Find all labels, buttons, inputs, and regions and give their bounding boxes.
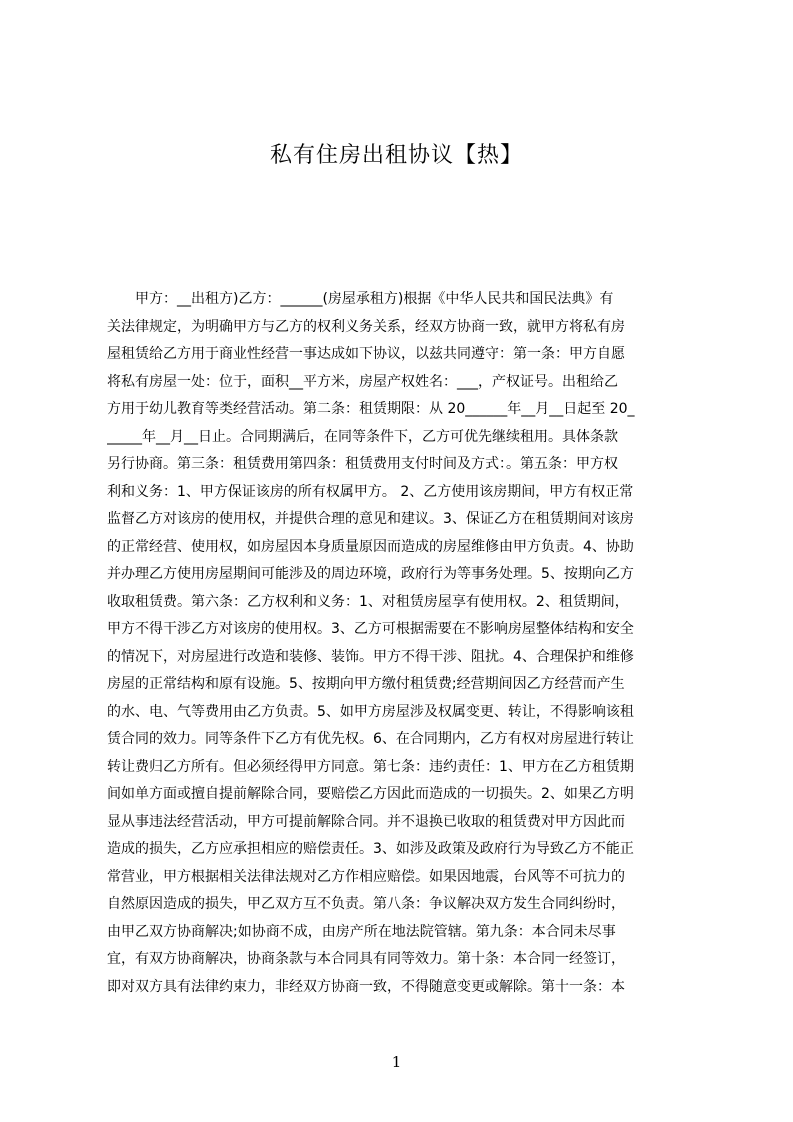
text-line: 自然原因造成的损失，甲乙双方互不负责。第八条：争议解决双方发生合同纠纷时， <box>107 896 625 912</box>
text-line: 的水、电、气等费用由乙方负责。5、如甲方房屋涉及权属变更、转让，不得影响该租 <box>107 703 634 720</box>
text-line: 另行协商。第三条：租赁费用第四条：租赁费用支付时间及方式：。第五条：甲方权 <box>107 456 618 472</box>
page-title: 私有住房出租协议【热】 <box>269 143 523 168</box>
text-line: 赁合同的效力。同等条件下乙方有优先权。6、在合同期内，乙方有权对房屋进行转让 <box>107 731 634 747</box>
text-line: 甲方：__出租方)乙方：______(房屋承租方)根据《中华人民共和国民法典》有 <box>107 291 614 307</box>
text-line: 将私有房屋一处：位于，面积__平方米，房屋产权姓名：___，产权证号。出租给乙 <box>107 373 618 390</box>
text-line: 由甲乙双方协商解决;如协商不成，由房产所在地法院管辖。第九条：本合同未尽事 <box>107 923 616 940</box>
text-line: 关法律规定，为明确甲方与乙方的权利义务关系，经双方协商一致，就甲方将私有房 <box>107 318 625 335</box>
text-line: 转让费归乙方所有。但必须经得甲方同意。第七条：违约责任：1、甲方在乙方租赁期 <box>107 758 634 775</box>
text-line: 收取租赁费。第六条：乙方权利和义务：1、对租赁房屋享有使用权。2、租赁期间， <box>107 593 629 610</box>
text-line: 常营业，甲方根据相关法律法规对乙方作相应赔偿。如果因地震，台风等不可抗力的 <box>107 868 625 885</box>
text-line: 的正常经营、使用权，如房屋因本身质量原因而造成的房屋维修由甲方负责。4、协助 <box>107 538 634 555</box>
text-line: 造成的损失，乙方应承担相应的赔偿责任。3、如涉及政策及政府行为导致乙方不能正 <box>107 841 634 857</box>
text-line: 的情况下，对房屋进行改造和装修、装饰。甲方不得干涉、阻扰。4、合理保护和维修 <box>107 648 634 665</box>
text-line: 并办理乙方使用房屋期间可能涉及的周边环境，政府行为等事务处理。5、按期向乙方 <box>107 566 634 582</box>
page-number: 1 <box>391 1053 402 1071</box>
text-line: 监督乙方对该房的使用权，并提供合理的意见和建议。3、保证乙方在租赁期间对该房 <box>107 511 634 527</box>
text-line: _____年__月__日止。合同期满后，在同等条件下，乙方可优先继续租用。具体条款 <box>107 428 618 445</box>
text-line: 方用于幼儿教育等类经营活动。第二条：租赁期限：从 20______年__月__日起至 20_ <box>107 401 635 417</box>
text-line: 间如单方面或擅自提前解除合同，要赔偿乙方因此而造成的一切损失。2、如果乙方明 <box>107 786 634 802</box>
text-line: 屋租赁给乙方用于商业性经营一事达成如下协议，以兹共同遵守：第一条：甲方自愿 <box>107 346 625 362</box>
text-line: 房屋的正常结构和原有设施。5、按期向甲方缴付租赁费;经营期间因乙方经营而产生 <box>107 676 625 692</box>
body-text <box>107 286 698 1000</box>
text-line: 即对双方具有法律约束力，非经双方协商一致，不得随意变更或解除。第十一条：本 <box>107 978 625 995</box>
text-line: 宜，有双方协商解决，协商条款与本合同具有同等效力。第十条：本合同一经签订， <box>107 951 625 967</box>
text-line: 显从事违法经营活动，甲方可提前解除合同。并不退换已收取的租赁费对甲方因此而 <box>107 813 625 830</box>
text-line: 利和义务：1、甲方保证该房的所有权属甲方。 2、乙方使用该房期间，甲方有权正常 <box>107 483 634 500</box>
text-line: 甲方不得干涉乙方对该房的使用权。3、乙方可根据需要在不影响房屋整体结构和安全 <box>107 621 634 637</box>
